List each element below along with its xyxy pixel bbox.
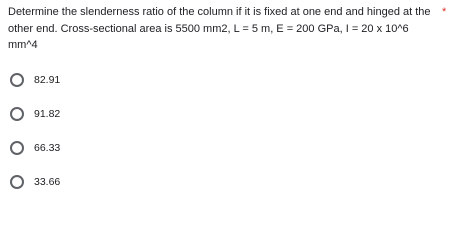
radio-button-icon[interactable] (10, 73, 24, 87)
option-4[interactable] (10, 174, 440, 190)
radio-button-icon[interactable] (10, 141, 24, 155)
option-label[interactable]: 33.66 (34, 176, 61, 188)
option-label[interactable]: 82.91 (34, 74, 61, 86)
question-text: Determine the slenderness ratio of the column if it is fixed at one end and hinged at the other end. Cross-sectional area is 5500 mm2, L = 5 m, E = 200 GPa, I = 20 x 10^6 mm^4 (8, 6, 431, 51)
option-3[interactable] (10, 140, 440, 156)
required-asterisk: * (442, 6, 447, 18)
answer-options (10, 72, 440, 190)
option-2[interactable] (10, 106, 440, 122)
radio-button-icon[interactable] (10, 175, 24, 189)
radio-button-icon[interactable] (10, 107, 24, 121)
option-label[interactable]: 66.33 (34, 142, 61, 154)
option-label[interactable]: 91.82 (34, 108, 61, 120)
option-1[interactable] (10, 72, 440, 88)
